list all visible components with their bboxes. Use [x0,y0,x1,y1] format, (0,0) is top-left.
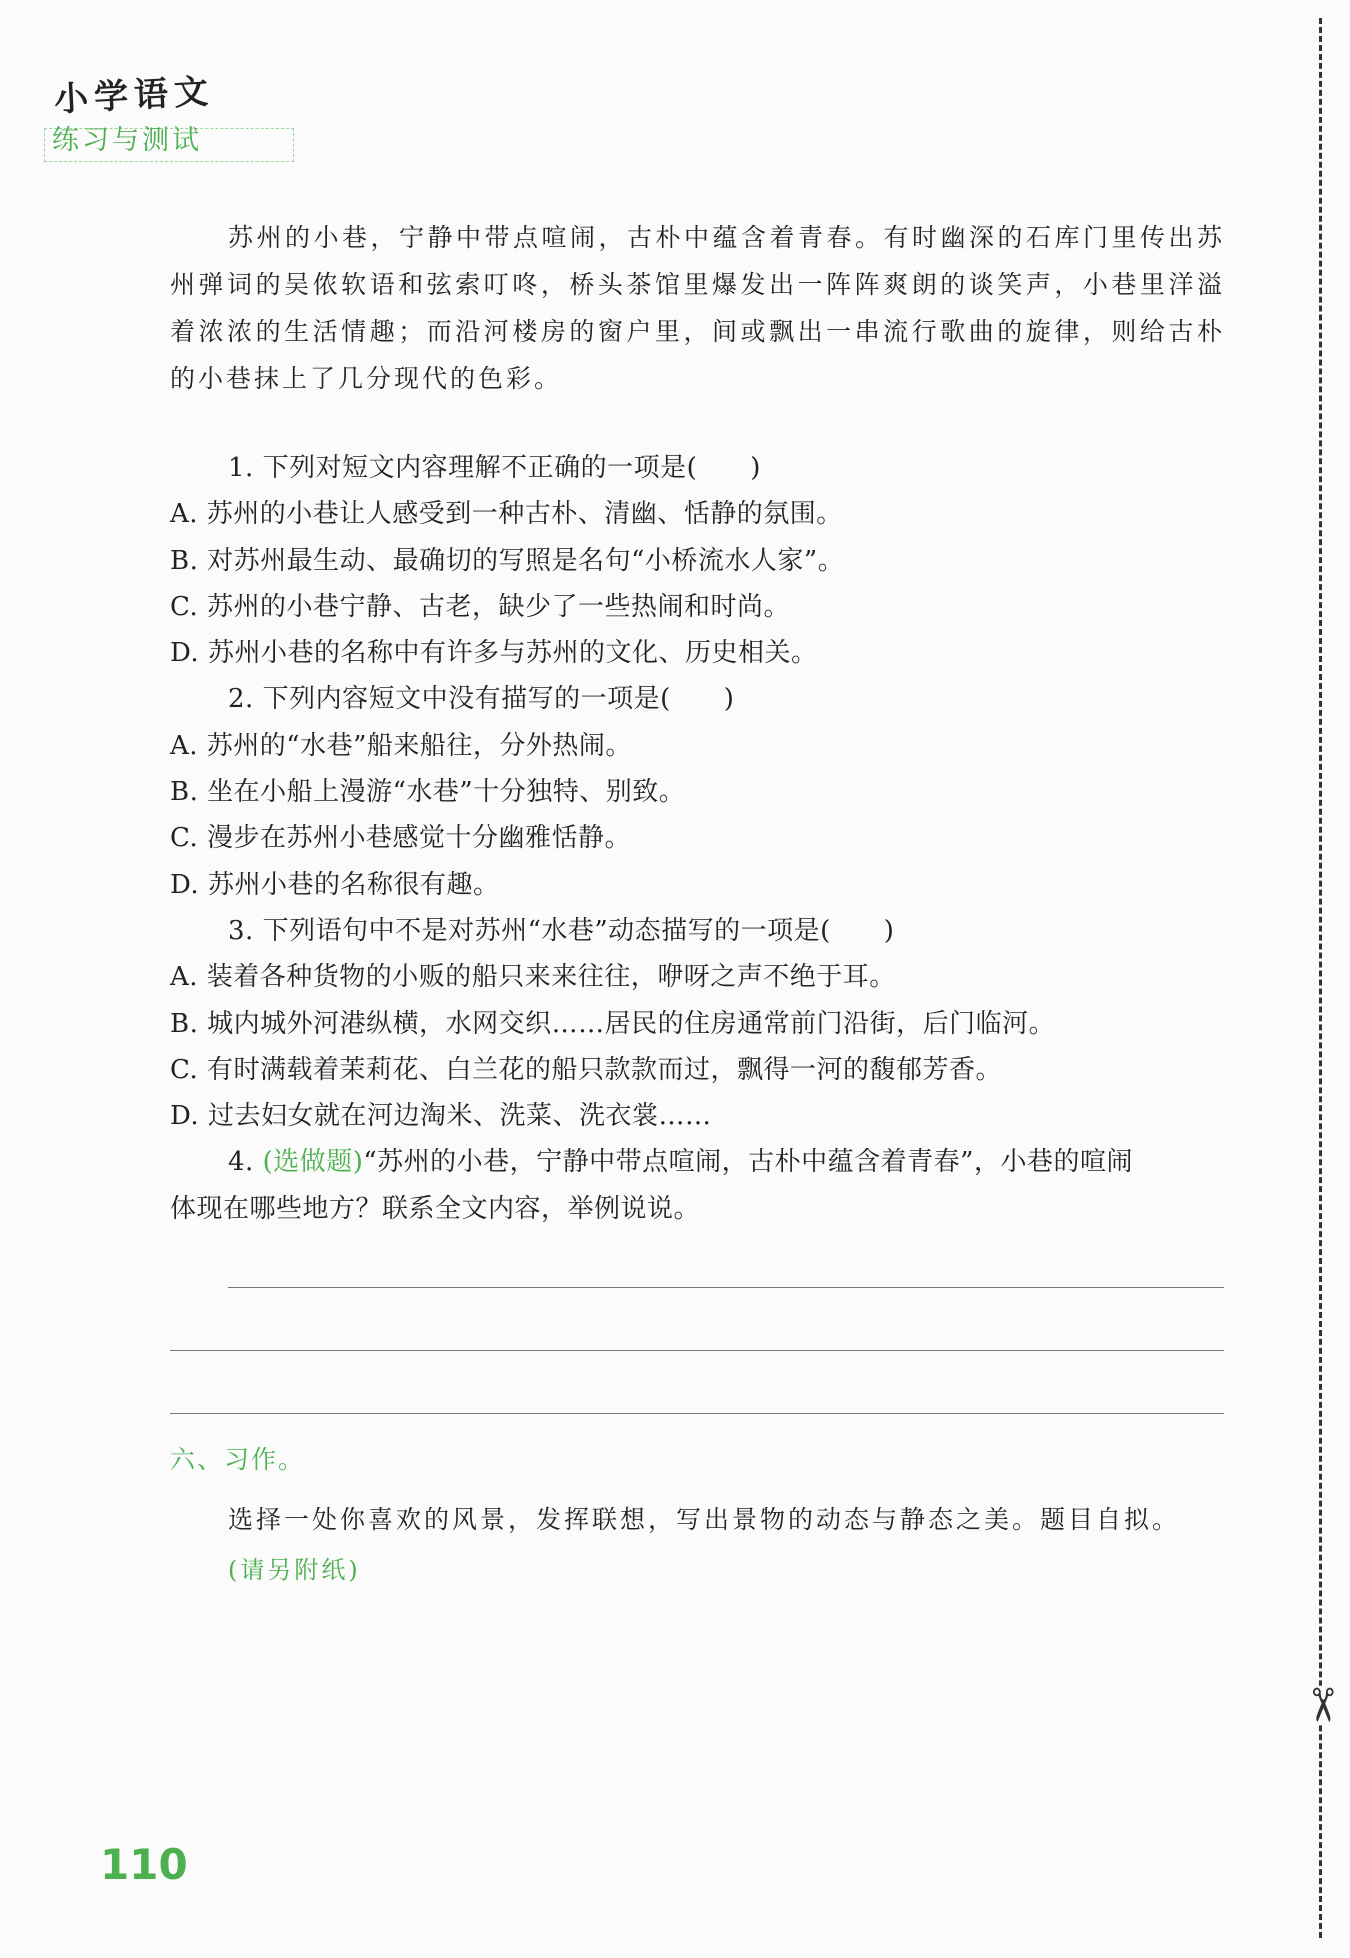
brand-subtitle: 练习与测试 [52,125,202,156]
question-3-option-c: C. 有时满载着茉莉花、白兰花的船只款款而过，飘得一河的馥郁芳香。 [170,1054,1002,1085]
question-4-text: “苏州的小巷，宁静中带点喧闹，古朴中蕴含着青春”，小巷的喧闹 [363,1147,1133,1178]
answer-line[interactable] [170,1350,1224,1351]
brand-title: 小学语文 [53,71,216,120]
answer-line[interactable] [170,1413,1224,1414]
reading-passage: 苏州的小巷，宁静中带点喧闹，古朴中蕴含着青春。有时幽深的石库门里传出苏州弹词的吴侬软语和弦索叮咚，桥头茶馆里爆发出一阵阵爽朗的谈笑声，小巷里洋溢着浓浓的生活情趣；而沿河楼房的窗户里，间或飘出一串流行歌曲的旋律，则给古朴的小巷抹上了几分现代的色彩。 [170,223,1225,393]
question-2-option-b: B. 坐在小船上漫游“水巷”十分独特、别致。 [170,777,686,808]
cut-line [1319,18,1322,1938]
question-3-stem: 3. 下列语句中不是对苏州“水巷”动态描写的一项是( ) [228,915,895,946]
question-4-continuation: 体现在哪些地方？联系全文内容，举例说说。 [170,1193,701,1224]
question-3-option-d: D. 过去妇女就在河边淘米、洗菜、洗衣裳…… [170,1101,712,1132]
question-1-option-c: C. 苏州的小巷宁静、古老，缺少了一些热闹和时尚。 [170,591,790,622]
answer-line[interactable] [228,1287,1224,1288]
writing-prompt: 选择一处你喜欢的风景，发挥联想，写出景物的动态与静态之美。题目自拟。 [228,1505,1181,1534]
question-1-option-d: D. 苏州小巷的名称中有许多与苏州的文化、历史相关。 [170,638,818,669]
question-3-option-b: B. 城内城外河港纵横，水网交织……居民的住房通常前门沿街，后门临河。 [170,1008,1056,1039]
writing-note: (请另附纸) [228,1556,361,1584]
question-2-stem: 2. 下列内容短文中没有描写的一项是( ) [228,684,735,715]
question-3-option-a: A. 装着各种货物的小贩的船只来来往往，咿呀之声不绝于耳。 [170,962,896,993]
question-2-option-d: D. 苏州小巷的名称很有趣。 [170,869,500,900]
question-list [170,445,1230,1232]
question-4-number: 4. [228,1147,263,1178]
question-4-stem [170,1139,1230,1185]
page-number: 110 [100,1840,188,1889]
question-2-option-a: A. 苏州的“水巷”船来船往，分外热闹。 [170,730,632,761]
question-1-option-a: A. 苏州的小巷让人感受到一种古朴、清幽、恬静的氛围。 [170,499,843,530]
section-heading: 六、习作。 [170,1445,306,1474]
scissors-icon: ✂ [1295,1685,1350,1725]
question-1-option-b: B. 对苏州最生动、最确切的写照是名句“小桥流水人家”。 [170,545,845,576]
question-2-option-c: C. 漫步在苏州小巷感觉十分幽雅恬静。 [170,823,631,854]
question-1-stem: 1. 下列对短文内容理解不正确的一项是( ) [228,453,761,483]
workbook-header [44,72,296,164]
optional-tag: (选做题) [262,1147,364,1178]
